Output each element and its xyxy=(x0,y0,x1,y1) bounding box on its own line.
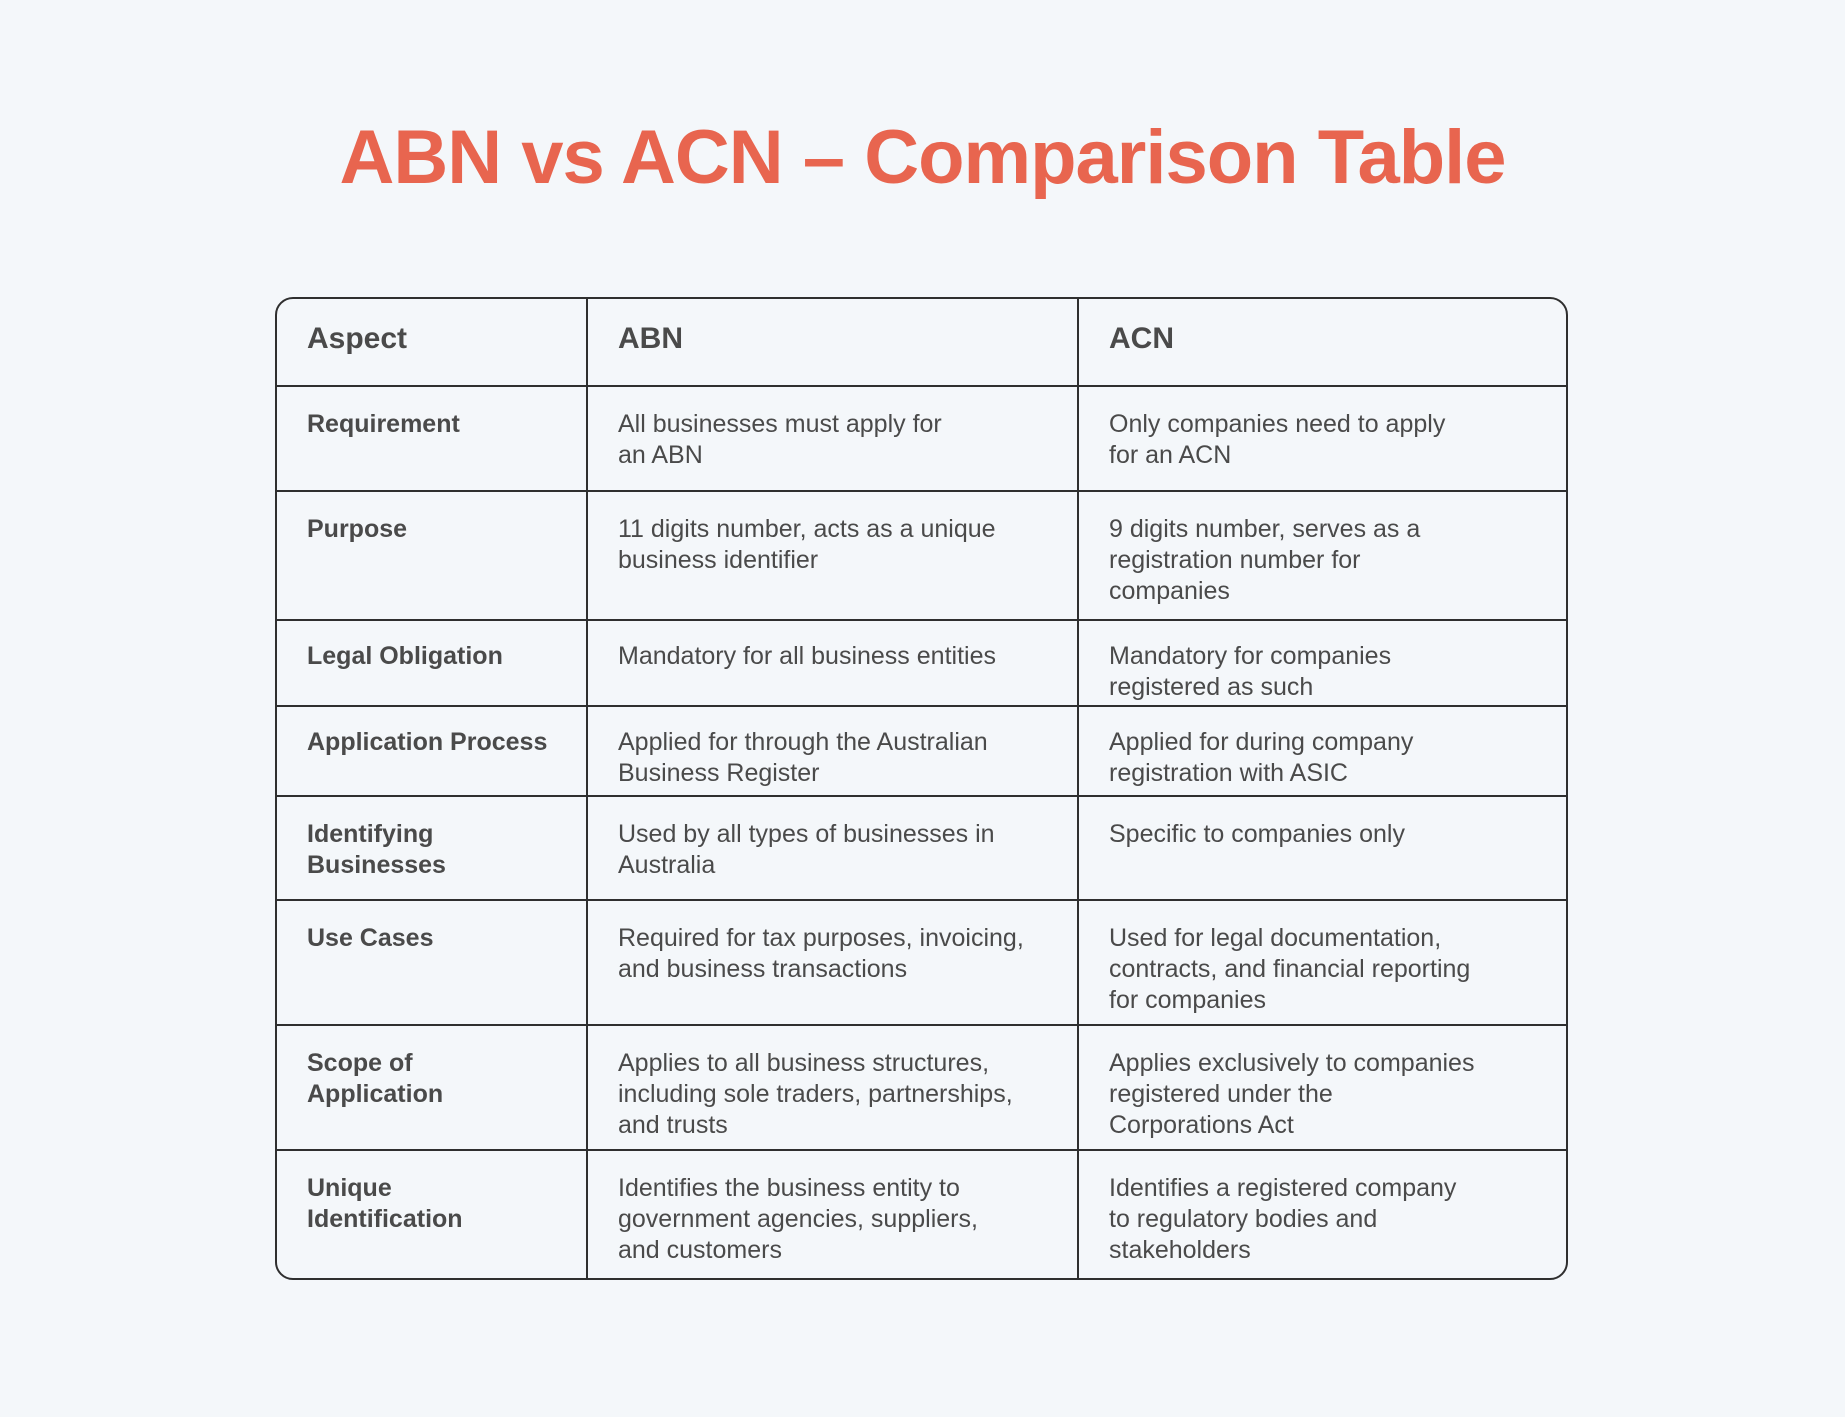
comparison-table-container xyxy=(275,297,1568,1280)
abn-cell: Applies to all business structures, including sole traders, partnerships, and trusts xyxy=(587,1025,1078,1150)
aspect-cell: Identifying Businesses xyxy=(277,796,587,900)
acn-cell: Identifies a registered company to regulatory bodies and stakeholders xyxy=(1109,1174,1457,1264)
acn-cell: Mandatory for companies registered as such xyxy=(1078,620,1566,706)
acn-cell: Only companies need to apply for an ACN xyxy=(1078,386,1566,491)
table-row xyxy=(277,620,1566,706)
aspect-cell: Use Cases xyxy=(277,900,587,1025)
acn-cell: Applied for during company registration with ASIC xyxy=(1078,706,1566,796)
abn-cell: Used by all types of businesses in Australia xyxy=(587,796,1078,900)
header-abn: ABN xyxy=(587,299,1078,386)
table-row xyxy=(277,386,1566,491)
table-row xyxy=(277,796,1566,900)
abn-cell: Identifies the business entity to government agencies, suppliers, and customers xyxy=(587,1150,1078,1280)
aspect-cell: Unique Identification xyxy=(277,1150,587,1280)
aspect-cell: Application Process xyxy=(277,706,587,796)
abn-cell: All businesses must apply for an ABN xyxy=(587,386,1078,491)
abn-cell: Required for tax purposes, invoicing, and business transactions xyxy=(587,900,1078,1025)
aspect-cell: Purpose xyxy=(277,491,587,620)
table-row xyxy=(277,1150,1566,1280)
abn-cell: Mandatory for all business entities xyxy=(587,620,1078,706)
table-row xyxy=(277,900,1566,1025)
acn-cell: Used for legal documentation, contracts, and financial reporting for companies xyxy=(1078,900,1566,1025)
header-acn: ACN xyxy=(1078,299,1566,386)
table-row xyxy=(277,1025,1566,1150)
comparison-table xyxy=(277,299,1566,1280)
table-header-row xyxy=(277,299,1566,386)
abn-cell: Applied for through the Australian Business Register xyxy=(587,706,1078,796)
aspect-cell: Scope of Application xyxy=(277,1025,587,1150)
acn-cell: Applies exclusively to companies registered under the Corporations Act xyxy=(1078,1025,1566,1150)
aspect-cell: Legal Obligation xyxy=(277,620,587,706)
table-row xyxy=(277,491,1566,620)
abn-cell: 11 digits number, acts as a unique business identifier xyxy=(587,491,1078,620)
header-aspect: Aspect xyxy=(277,299,587,386)
page-title: ABN vs ACN – Comparison Table xyxy=(339,115,1506,200)
table-row xyxy=(277,706,1566,796)
aspect-cell: Requirement xyxy=(277,386,587,491)
acn-cell: Specific to companies only xyxy=(1078,796,1566,900)
acn-cell: 9 digits number, serves as a registration number for companies xyxy=(1078,491,1566,620)
